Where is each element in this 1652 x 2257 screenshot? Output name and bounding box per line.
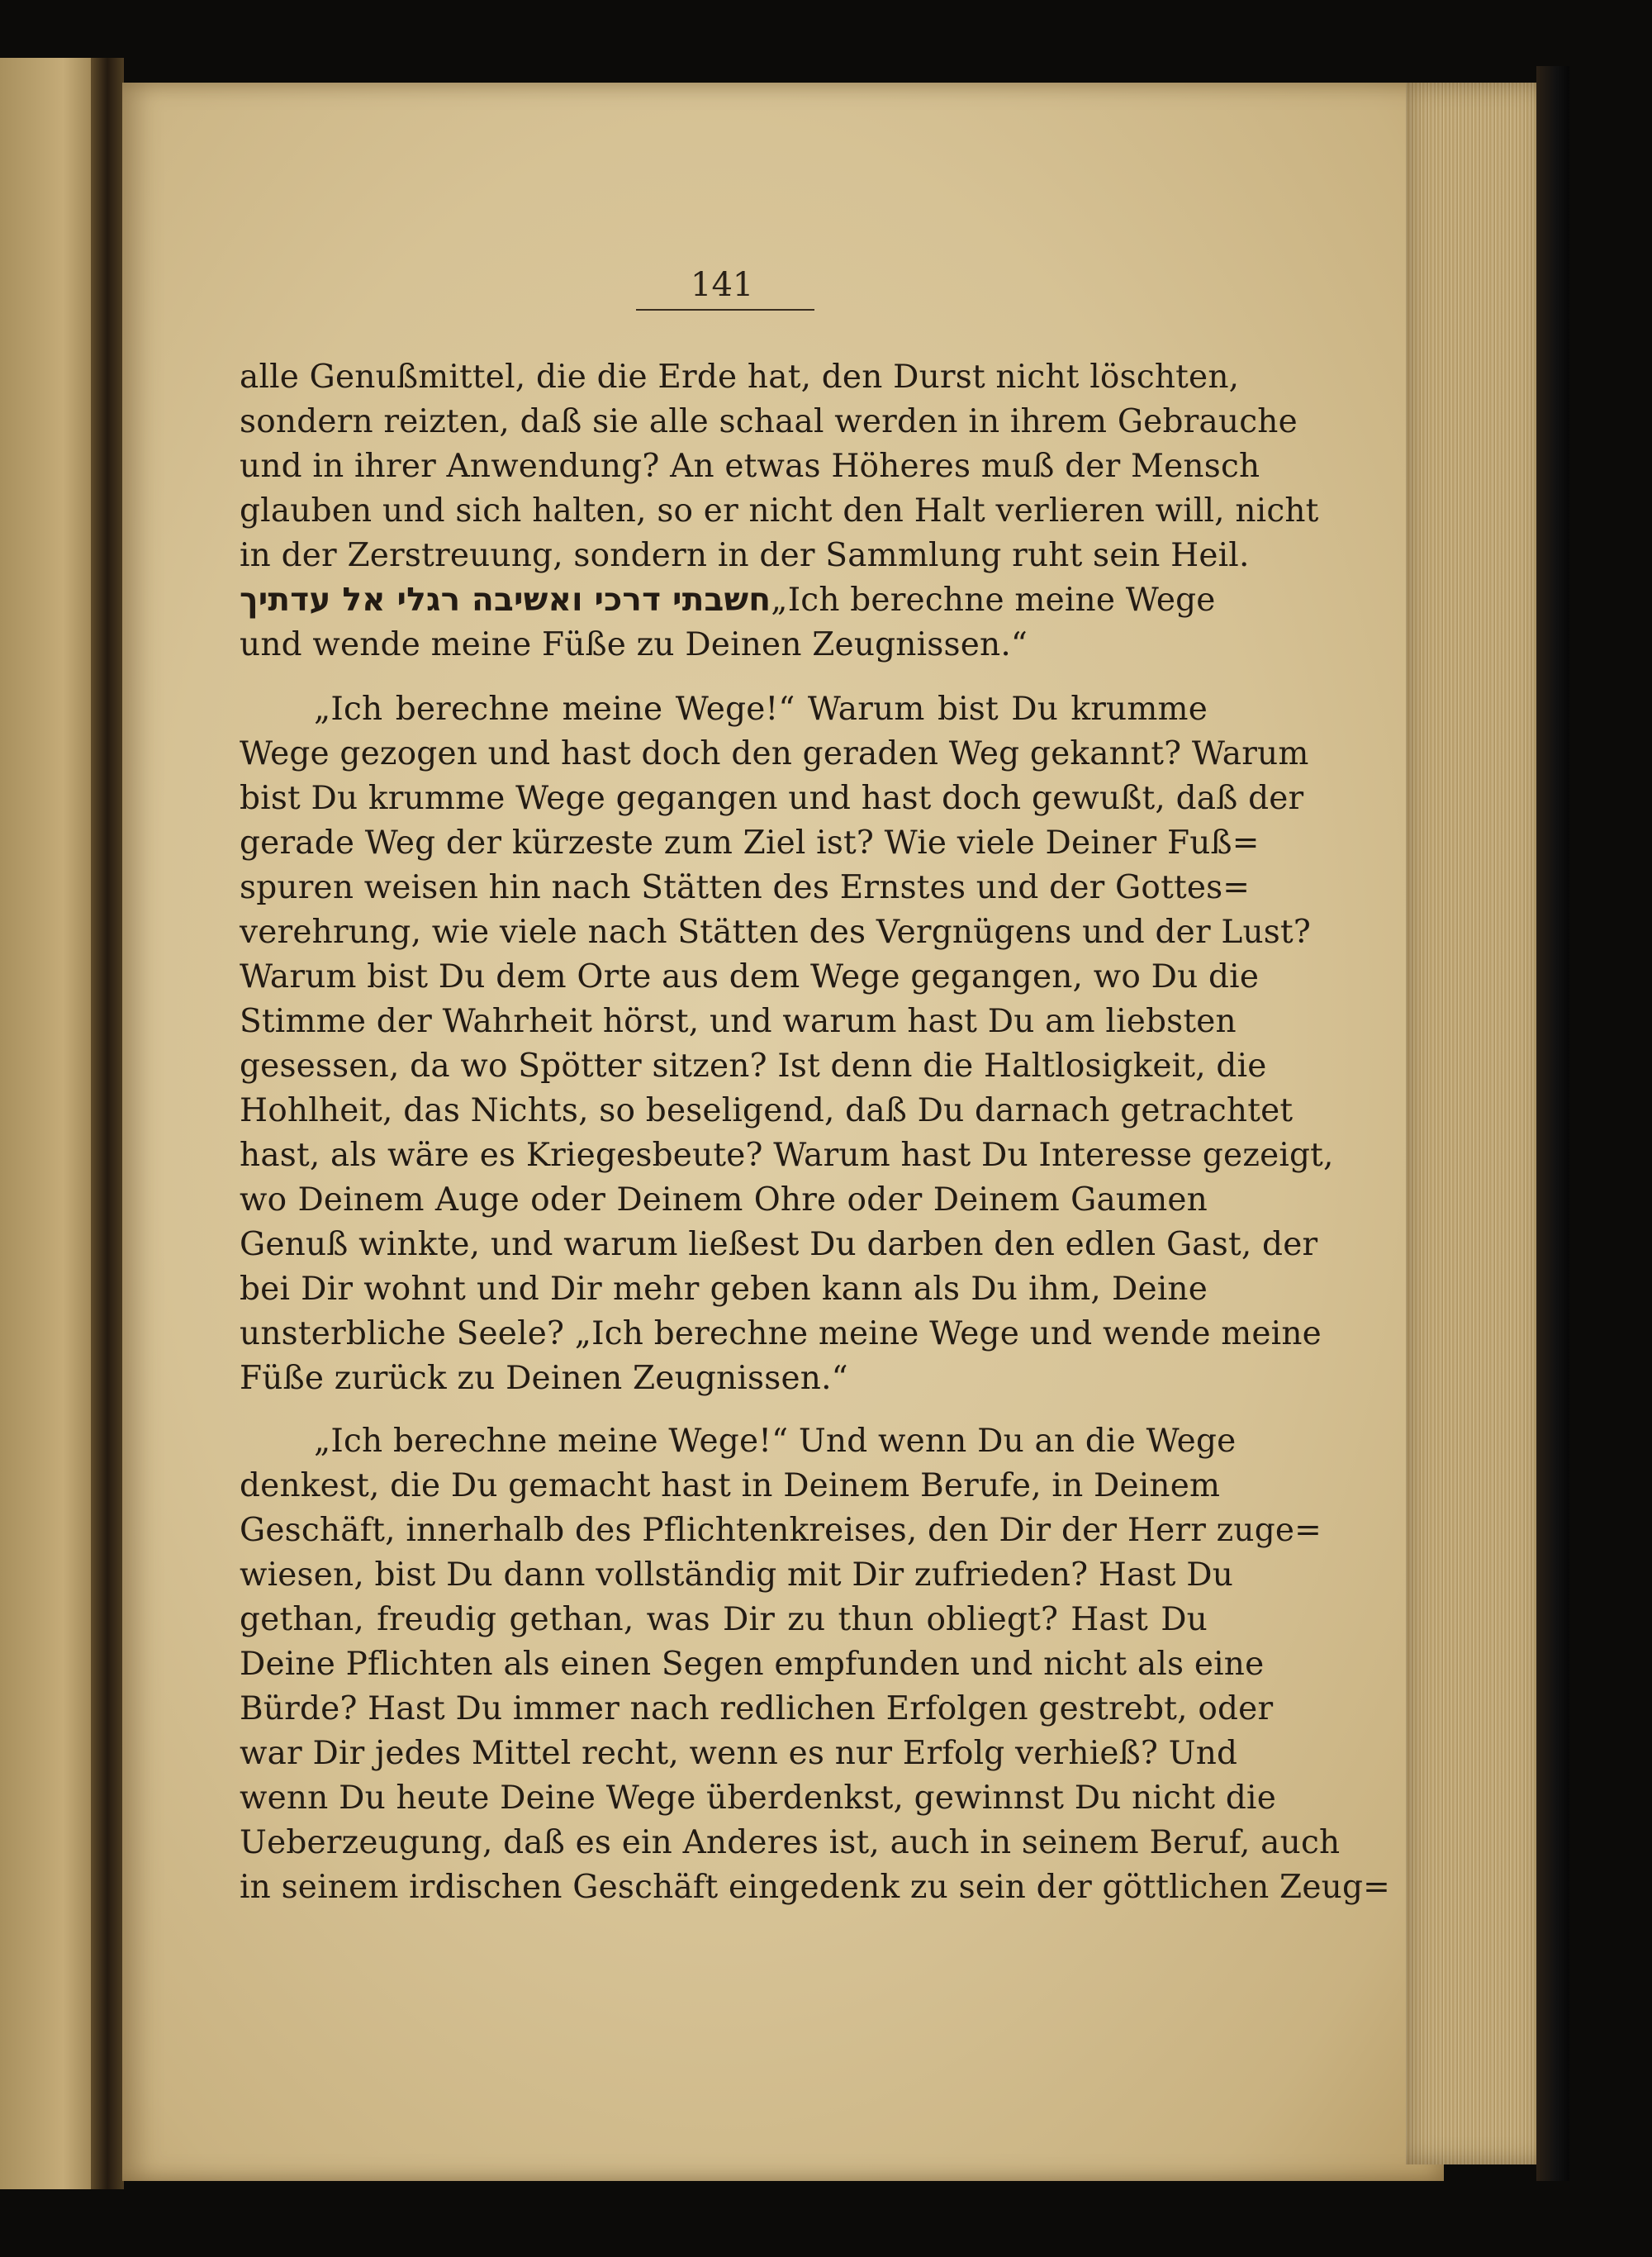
text-line: Genuß winkte, und warum ließest Du darben den edlen Gast, der (240, 1226, 1318, 1263)
text-line-hebrew-quote (240, 578, 1216, 623)
text-line: spuren weisen hin nach Stätten des Ernstes und der Gottes= (240, 869, 1251, 906)
hebrew-verse: חשבתי דרכי ואשיבה רגלי אל עדתיך (240, 582, 771, 619)
paragraph-start: „Ich berechne meine Wege!“ Und wenn Du an die Wege (314, 1423, 1237, 1460)
text-line: unsterbliche Seele? „Ich berechne meine Wege und wende meine (240, 1315, 1322, 1352)
text-line: wenn Du heute Deine Wege überdenkst, gewinnst Du nicht die (240, 1779, 1277, 1817)
book-cover-edge (1536, 66, 1569, 2181)
text-line: gesessen, da wo Spötter sitzen? Ist denn die Haltlosigkeit, die (240, 1048, 1267, 1085)
text-line: in seinem irdischen Geschäft eingedenk zu sein der göttlichen Zeug= (240, 1869, 1390, 1906)
text-line: und wende meine Füße zu Deinen Zeugnissen.“ (240, 626, 1028, 663)
text-line: Füße zurück zu Deinen Zeugnissen.“ (240, 1360, 848, 1397)
text-line: Stimme der Wahrheit hörst, und warum hast Du am liebsten (240, 1003, 1237, 1040)
text-line: Bürde? Hast Du immer nach redlichen Erfolgen gestrebt, oder (240, 1690, 1274, 1727)
text-line: in der Zerstreuung, sondern in der Sammlung ruht sein Heil. (240, 537, 1250, 574)
german-translation: „Ich berechne meine Wege (771, 582, 1216, 619)
text-line: glauben und sich halten, so er nicht den Halt verlieren will, nicht (240, 492, 1319, 530)
text-line: hast, als wäre es Kriegesbeute? Warum hast Du Interesse gezeigt, (240, 1137, 1334, 1174)
text-line: Deine Pflichten als einen Segen empfunden und nicht als eine (240, 1646, 1265, 1683)
text-line: Geschäft, innerhalb des Pflichtenkreises, den Dir der Herr zuge= (240, 1512, 1322, 1549)
text-line: Hohlheit, das Nichts, so beseligend, daß Du darnach getrachtet (240, 1092, 1294, 1129)
text-line: wiesen, bist Du dann vollständig mit Dir zufrieden? Hast Du (240, 1556, 1234, 1594)
text-line: bei Dir wohnt und Dir mehr geben kann als Du ihm, Deine (240, 1271, 1208, 1308)
text-line: sondern reizten, daß sie alle schaal werden in ihrem Gebrauche (240, 403, 1298, 440)
text-line: Warum bist Du dem Orte aus dem Wege gegangen, wo Du die (240, 958, 1260, 995)
paragraph-start: „Ich berechne meine Wege!“ Warum bist Du krumme (314, 691, 1208, 728)
text-line: Ueberzeugung, daß es ein Anderes ist, auch in seinem Beruf, auch (240, 1824, 1341, 1861)
text-line: war Dir jedes Mittel recht, wenn es nur Erfolg verhieß? Und (240, 1735, 1238, 1772)
left-page-edge (0, 58, 106, 2189)
book-gutter (91, 58, 124, 2189)
text-line: denkest, die Du gemacht hast in Deinem Berufe, in Deinem (240, 1467, 1221, 1504)
text-line: gethan, freudig gethan, was Dir zu thun obliegt? Hast Du (240, 1601, 1208, 1638)
text-line: Wege gezogen und hast doch den geraden Weg gekannt? Warum (240, 735, 1309, 772)
text-line: verehrung, wie viele nach Stätten des Vergnügens und der Lust? (240, 914, 1312, 951)
text-line: und in ihrer Anwendung? An etwas Höheres muß der Mensch (240, 448, 1260, 485)
text-line: alle Genußmittel, die die Erde hat, den Durst nicht löschten, (240, 359, 1240, 396)
text-line: wo Deinem Auge oder Deinem Ohre oder Deinem Gaumen (240, 1181, 1208, 1219)
text-line: gerade Weg der kürzeste zum Ziel ist? Wie viele Deiner Fuß= (240, 824, 1260, 862)
page-fore-edge (1406, 83, 1546, 2164)
text-line: bist Du krumme Wege gegangen und hast doch gewußt, daß der (240, 780, 1304, 817)
page-number: 141 (691, 266, 754, 304)
header-rule (636, 309, 814, 311)
